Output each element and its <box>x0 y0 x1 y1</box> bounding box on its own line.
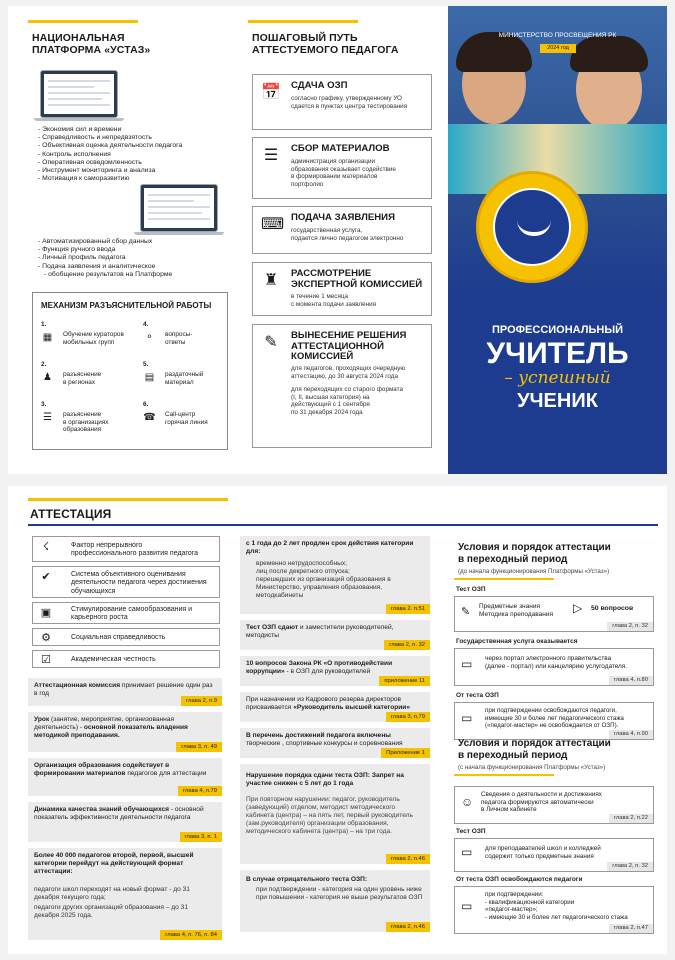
reference-tag: глава 3, п. 1 <box>180 832 222 842</box>
list-item: - Мотивация к саморазвитию <box>38 175 182 183</box>
info-transition: Более 40 000 педагогов второй, первой, высшей категории перейдут на действующий формат аттестации: педагоги школ переходят на новый формат - до 31 декабря текущего года; педагоги других организаций образования – до 31 декабря 2025 года. глава 4, п. 76, п. 84 <box>28 848 222 940</box>
monitor-icon: ▭ <box>461 845 473 859</box>
reference-tag: глава 2. п.51 <box>386 604 430 614</box>
mechanism-item-2: 2. ♟ разъяснение в регионах <box>41 361 102 386</box>
calendar-icon: 📅 <box>261 84 281 101</box>
emblem-seal <box>476 171 588 283</box>
profile-icon: ☺ <box>461 795 474 809</box>
info-negative-test: В случае отрицательного теста ОЗП: при подтверждении - категория на один уровень ниже при повышении - категория не выше результатов ОЗП глава 2, п.46 <box>240 870 430 932</box>
brochure-inner-side: АТТЕСТАЦИЯ ☇ Фактор непрерывного профессионального развития педагога ✔ Система объективного оценивания деятельности педагога через достижения обучающихся ▣ Стимулирование самообразования и карьерного роста ⚙ Социальная справедливость ☑ Академическая честность Аттестационная комиссия принимает решение один раз в год глава 2, п.9 Урок (занятие, мероприятие, организованная деятельность) - основной показатель владения методикой преподавания. глава 3, п. 49 Организация образования содействует в формировании материалов педагогов для аттестации глава 4, п.79 Динамика качества знаний обучающихся - основной показатель эффективности деятельности педагога глава 3, п. 1 Более 40 000 педагогов второй, первой, высшей категории перейдут на действующий формат аттестации: педагоги школ переходят на новый формат - до 31 декабря текущего года; педагоги других организаций образования – до 31 декабря 2025 года. глава 4, п. 76, п. 84 с 1 года до 2 лет продлен срок действия категории для: временно нетрудоспособных; лиц после декретного отпуска; перешедших из организаций образования в Министерство, управления образования, методкабинеты глава 2. п.51 Тест ОЗП сдают и заместители руководителей, методисты глава 2, п. 32 10 вопросов Закона РК «О противодействии коррупции» - в ОЗП для руководителей приложение 11 При назначении из Кадрового резерва директоров присваивается «Руководитель высшей категории» глава 3, п.79 В перечень достижений педагога включены творческие , спортивные конкурсы и соревнования Приложение 1 Нарушение порядка сдачи теста ОЗП: Запрет на участие снижен с 5 лет до 1 года При повторном нарушении: педагог, руководитель (заведующий) отделом, методист методического кабинета (центра) – на пять лет, первый руководитель (зам.руководителя) организации образования, методического кабинета (центра) – на три года. глава 2, п.46 В случае отрицательного теста ОЗП: при подтверждении - категория на один уровень ниже при повышении - категория не выше результатов ОЗП глава 2, п.46 Условия и порядок аттестации в переходный период (до начала функционирования Платформы «Устаз») Тест ОЗП ✎ Предметные знания Методика преподавания ▷ 50 вопросов глава 2, п. 32 Государственная услуга оказывается ▭ через портал электронного правительства (далее - портал) или канцелярию услугодателя. глава 4, п.80 От теста ОЗП ▭ при подтверждении освобождаются педагоги, имеющие 30 и более лет педагогического стажа («педагог-мастер» не освобождается от ОЗП). глава 4, п.90 Условия и порядок аттестации в переходный период (с начала функционирования Платформы «Устаз») ☺ Сведения о деятельности и достижениях педагога формируются автоматически в Личном кабинете глава 2, п.22 Тест ОЗП ▭ для преподавателей школ и колледжей содержит только предметные знания глава 2, п. 32 От теста ОЗП освобождаются педагоги ▭ при подтверждении: - квалификационной категории «педагог-мастер»; - имеющие 30 и более лет педагогического стажа глава 2, п.47 <box>8 486 667 954</box>
reference-tag: глава 2, п.9 <box>181 696 222 706</box>
info-extension: с 1 года до 2 лет продлен срок действия категории для: временно нетрудоспособных; лиц после декретного отпуска; перешедших из организаций образования в Министерство, управления образования, методкабинеты глава 2. п.51 <box>240 536 430 614</box>
presentation-icon: ▦ <box>42 332 53 343</box>
mechanism-item-3: 3. ☰ разъяснение в организациях образования <box>41 401 109 434</box>
factor-2: ✔ Система объективного оценивания деятельности педагога через достижения обучающихся <box>32 566 220 598</box>
info-deputies: Тест ОЗП сдают и заместители руководителей, методисты глава 2, п. 32 <box>240 620 430 650</box>
reference-tag: глава 2, п. 32 <box>384 640 430 650</box>
computer-icon: ▭ <box>461 711 473 725</box>
cover-panel <box>448 6 667 474</box>
path-title: ПОШАГОВЫЙ ПУТЬ АТТЕСТУЕМОГО ПЕДАГОГА <box>252 32 399 56</box>
books-icon: ☰ <box>263 147 279 164</box>
info-achievements: В перечень достижений педагога включены творческие , спортивные конкурсы и соревнования Приложение 1 <box>240 728 430 758</box>
book-icon <box>517 216 551 236</box>
play-icon: ▷ <box>573 601 583 615</box>
info-lesson: Урок (занятие, мероприятие, организованная деятельность) - основной показатель владения методикой преподавания. глава 3, п. 49 <box>28 712 222 752</box>
list-item-continued: - обобщение результатов на Платформе <box>38 271 172 279</box>
factor-3: ▣ Стимулирование самообразования и карьерного роста <box>32 602 220 624</box>
brochure-outer-side <box>8 6 667 474</box>
step-decision: ✎ ВЫНЕСЕНИЕ РЕШЕНИЯ АТТЕСТАЦИОННОЙ КОМИССИЕЙ для педагогов, проходящих очередную аттестацию, до 30 августа 2024 года для переходящих со старого формата (I, II, высшая категория) на действующий с 1 сентября по 31 декабря 2024 года <box>252 324 432 448</box>
check-icon: ✔ <box>41 571 51 583</box>
list-item: - Инструмент мониторинга и анализа <box>38 167 182 175</box>
computer-icon: ▭ <box>461 899 473 913</box>
reference-tag: глава 3, п. 49 <box>176 742 222 752</box>
list-item: - Экономия сил и времени <box>38 126 182 134</box>
cover-title-4: УЧЕНИК <box>517 390 598 412</box>
reference-tag: глава 2, п.46 <box>386 922 430 932</box>
books-icon: ☰ <box>43 412 52 423</box>
info-reserve: При назначении из Кадрового резерва директоров присваивается «Руководитель высшей категории» глава 3, п.79 <box>240 692 430 722</box>
platform-title <box>32 32 150 56</box>
chat-icon: ⚬ <box>145 332 154 343</box>
list-item: - Оперативная осведомленность <box>38 159 182 167</box>
exempt-box: ▭ при подтверждении освобождаются педагоги, имеющие 30 и более лет педагогического стажа («педагог-мастер» не освобождается от ОЗП). глава 4, п.90 <box>454 702 654 740</box>
title-accent-bar <box>28 20 138 23</box>
factor-1: ☇ Фактор непрерывного профессионального развития педагога <box>32 536 220 562</box>
list-item: - Личный профиль педагога <box>38 254 172 262</box>
features-list <box>38 238 172 279</box>
mechanism-item-6: 6. ☎ Call-центр горячая линия <box>143 401 208 426</box>
exempt2-box: ▭ при подтверждении: - квалификационной категории «педагог-мастер»; - имеющие 30 и более лет педагогического стажа глава 2, п.47 <box>454 886 654 934</box>
handout-icon: ▤ <box>144 372 155 383</box>
factor-4: ⚙ Социальная справедливость <box>32 628 220 646</box>
step-application: ⌨ ПОДАЧА ЗАЯВЛЕНИЯ государственная услуга, подается лично педагогом электронно <box>252 206 432 254</box>
year-badge: 2024 год <box>540 44 576 53</box>
list-item: - Функция ручного ввода <box>38 246 172 254</box>
reference-tag: глава 4, п. 76, п. 84 <box>160 930 222 940</box>
info-violation: Нарушение порядка сдачи теста ОЗП: Запрет на участие снижен с 5 лет до 1 года При повторном нарушении: педагог, руководитель (заведующий) отделом, методист методического кабинета (центра) – на пять лет, первый руководитель (зам.руководителя) организации образования, методического кабинета (центра) – на три года. глава 2, п.46 <box>240 764 430 864</box>
monitor-icon: ▭ <box>461 657 473 671</box>
step-materials: ☰ СБОР МАТЕРИАЛОВ администрация организации образования оказывает содействие в формировании материалов портфолио <box>252 137 432 199</box>
reference-tag: глава 2, п.46 <box>386 854 430 864</box>
reference-tag: глава 3, п.79 <box>386 712 430 722</box>
board-icon: ▣ <box>40 607 52 619</box>
mechanism-item-5: 5. ▤ раздаточный материал <box>143 361 204 386</box>
list-item: - Справедливость и непредвзятость <box>38 134 182 142</box>
mechanism-item-4: 4. ⚬ вопросы- ответы <box>143 321 193 346</box>
reference-tag: приложение 11 <box>379 676 430 686</box>
keyboard-icon: ⌨ <box>261 216 285 233</box>
info-commission: Аттестационная комиссия принимает решение один раз в год глава 2, п.9 <box>28 678 222 706</box>
info-dynamics: Динамика качества знаний обучающихся - основной показатель эффективности деятельности педагога глава 3, п. 1 <box>28 802 222 842</box>
mechanism-item-1: 1. ▦ Обучение кураторов мобильных групп <box>41 321 124 346</box>
reference-tag: глава 4, п.79 <box>178 786 222 796</box>
attestation-title: АТТЕСТАЦИЯ <box>30 507 112 521</box>
test2-box: ▭ для преподавателей школ и колледжей содержит только предметные знания глава 2, п. 32 <box>454 838 654 872</box>
checklist-icon: ☑ <box>41 654 51 666</box>
info-corruption: 10 вопросов Закона РК «О противодействии коррупции» - в ОЗП для руководителей приложение 11 <box>240 656 430 686</box>
phone-icon: ☎ <box>143 412 156 423</box>
title-rule <box>28 524 658 526</box>
gear-icon: ⚙ <box>41 632 51 644</box>
service-box: ▭ через портал электронного правительства (далее - портал) или канцелярию услугодателя. глава 4, п.80 <box>454 648 654 686</box>
cover-title-3: – успешный <box>504 368 611 388</box>
test-content-box: ✎ Предметные знания Методика преподавания ▷ 50 вопросов глава 2, п. 32 <box>454 596 654 632</box>
pencil-icon: ✎ <box>461 606 471 618</box>
reference-tag: Приложение 1 <box>381 748 430 758</box>
transition-heading-2: Условия и порядок аттестации в переходный период <box>458 738 611 761</box>
document-icon: ✎ <box>264 334 278 351</box>
meeting-icon: ♜ <box>263 272 279 289</box>
factor-5: ☑ Академическая честность <box>32 650 220 668</box>
benefits-list <box>38 126 182 183</box>
platform-title-line1: НАЦИОНАЛЬНАЯ <box>32 32 125 44</box>
transition-heading-1: Условия и порядок аттестации в переходный период <box>458 542 611 565</box>
growth-icon: ☇ <box>42 541 50 553</box>
platform-title-line2: ПЛАТФОРМА «УСТАЗ» <box>32 44 151 56</box>
cover-title-1: ПРОФЕССИОНАЛЬНЫЙ <box>492 324 623 336</box>
list-item: - Объективная оценка деятельности педагога <box>38 142 182 150</box>
list-item: - Автоматизированный сбор данных <box>38 238 172 246</box>
auto-data-box: ☺ Сведения о деятельности и достижениях педагога формируются автоматически в Личном кабинете глава 2, п.22 <box>454 786 654 824</box>
info-organization: Организация образования содействует в формировании материалов педагогов для аттестации глава 4, п.79 <box>28 758 222 796</box>
mechanism-box <box>32 292 228 450</box>
step-exam: 📅 СДАЧА ОЗП согласно графику, утвержденному УО сдается в пунктах центра тестирования <box>252 74 432 130</box>
people-icon: ♟ <box>43 372 52 383</box>
laptop-image <box>40 70 118 118</box>
cover-title-2: УЧИТЕЛЬ <box>486 337 629 370</box>
laptop-image <box>140 184 218 232</box>
ministry-label: МИНИСТЕРСТВО ПРОСВЕЩЕНИЯ РК <box>498 32 617 39</box>
step-commission: ♜ РАССМОТРЕНИЕ ЭКСПЕРТНОЙ КОМИССИЕЙ в течение 1 месяца с момента подачи заявления <box>252 262 432 316</box>
list-item: - Контроль исполнения <box>38 151 182 159</box>
mechanism-title: МЕХАНИЗМ РАЗЪЯСНИТЕЛЬНОЙ РАБОТЫ <box>41 301 212 310</box>
list-item: - Подача заявления и аналитическое <box>38 263 172 271</box>
